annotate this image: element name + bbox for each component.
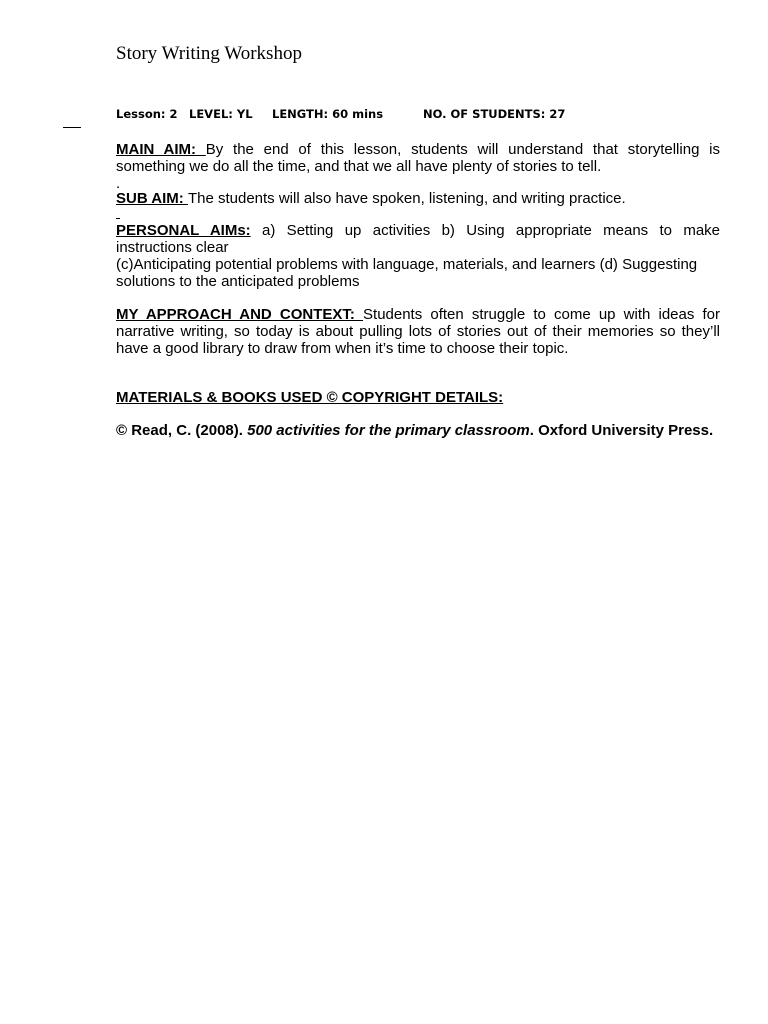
personal-aims-line1: a) Setting up activities b) Using appropriate means to make instructions clear [116, 222, 721, 256]
main-aim-heading: MAIN AIM: [116, 141, 206, 158]
reference-suffix: . Oxford University Press. [529, 422, 714, 439]
materials-heading-line [116, 389, 720, 406]
lesson-number: Lesson: 2 [116, 107, 178, 121]
document-title: Story Writing Workshop [116, 43, 302, 64]
sub-aim-heading: SUB AIM: [116, 190, 188, 207]
materials-heading: MATERIALS & BOOKS USED © COPYRIGHT DETAILS: [116, 389, 504, 406]
main-aim-text: By the end of this lesson, students will understand that storytelling is something we do all the time, and that we all have plenty of stories to tell. [116, 141, 720, 175]
approach-text: Students often struggle to come up with ideas for narrative writing, so today is about pulling lots of stories out of their memories so they’ll have a good library to draw from when it’s time to choose their topic. [116, 306, 720, 357]
reference-book-title: 500 activities for the primary classroom [247, 422, 530, 439]
approach-heading: MY APPROACH AND CONTEXT: [116, 306, 364, 323]
lesson-level: LEVEL: YL [189, 107, 253, 121]
approach-paragraph [116, 306, 720, 357]
reference-entry [116, 422, 720, 439]
lesson-length: LENGTH: 60 mins [272, 107, 384, 121]
personal-aims-heading: PERSONAL AIMs: [116, 222, 251, 239]
main-aim-paragraph [116, 141, 720, 175]
personal-aims-paragraph [116, 222, 720, 256]
margin-mark-small [116, 218, 120, 219]
reference-prefix: © Read, C. (2008). [116, 422, 248, 439]
sub-aim-paragraph [116, 190, 720, 207]
number-of-students: NO. OF STUDENTS: 27 [423, 107, 566, 121]
sub-aim-text: The students will also have spoken, listening, and writing practice. [187, 190, 626, 207]
personal-aims-continued: (c)Anticipating potential problems with language, materials, and learners (d) Suggesting solutions to the anticipated problems [116, 256, 698, 290]
margin-mark [63, 127, 81, 128]
stray-dot: . [116, 175, 121, 192]
